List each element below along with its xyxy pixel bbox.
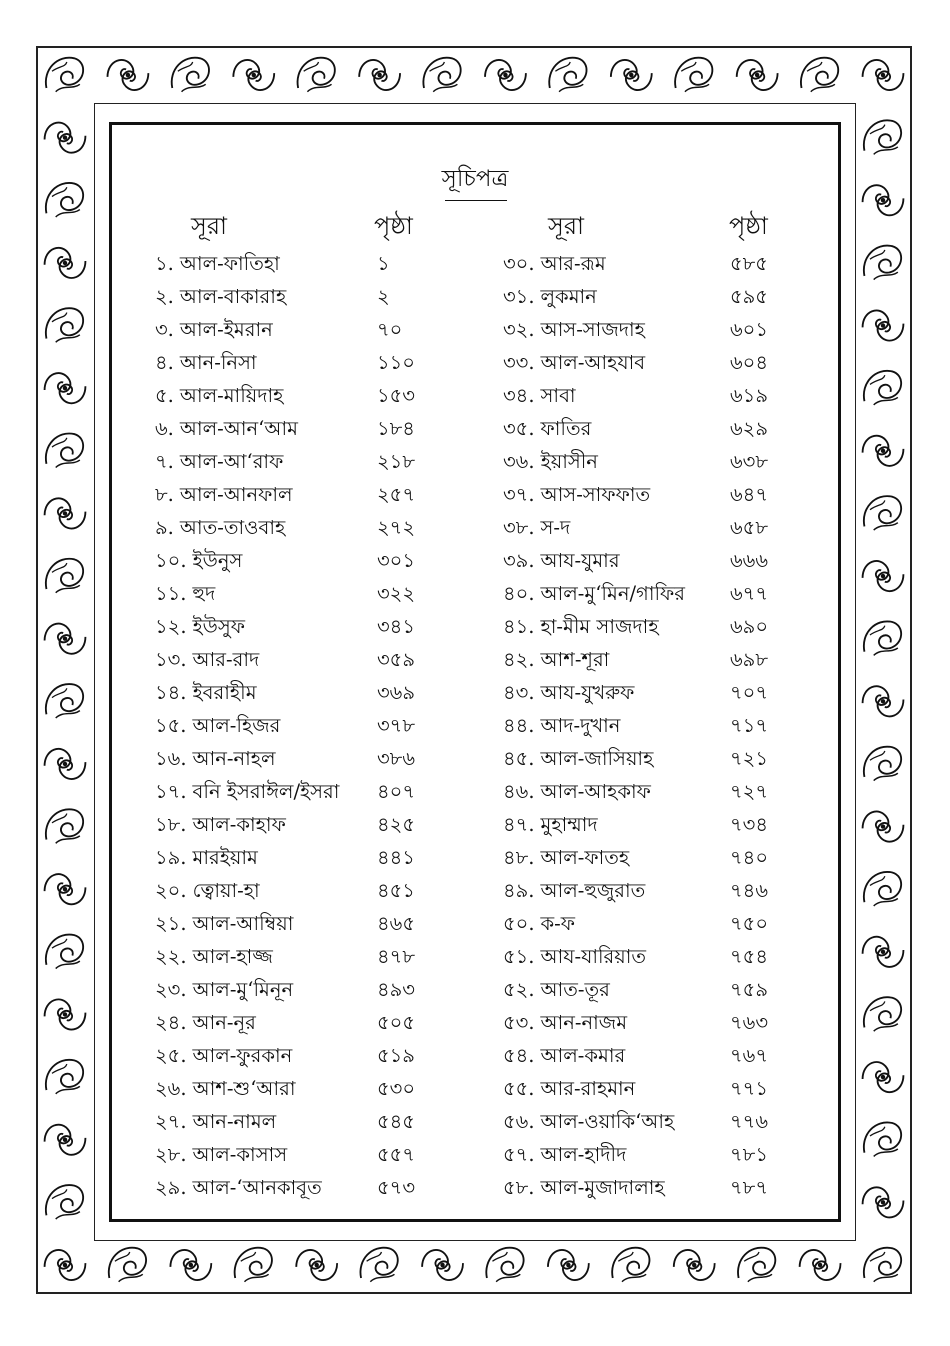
- left-surah-header: সূরা: [191, 212, 228, 240]
- surah-name: আস-সাফফাত: [540, 483, 651, 506]
- toc-entry: [155, 482, 293, 508]
- surah-number: ১৫.: [155, 714, 187, 737]
- surah-name: আল-আহকাফ: [540, 780, 651, 803]
- toc-entry: [155, 548, 242, 574]
- toc-entry: [155, 713, 280, 739]
- toc-entry: [155, 317, 273, 343]
- surah-name: মুহাম্মাদ: [540, 813, 598, 836]
- toc-entry: [155, 251, 280, 277]
- page-number: ৭২১: [730, 747, 769, 770]
- page-title: সূচিপত্র: [441, 166, 509, 192]
- toc-entry: [503, 845, 629, 871]
- surah-number: ৩৪.: [503, 384, 535, 407]
- toc-entry: [155, 515, 285, 541]
- page-number: ২৭২: [377, 516, 416, 539]
- toc-entry: [503, 812, 598, 838]
- page-number: ৭৮১: [730, 1143, 768, 1166]
- page-number: ৬০৪: [730, 351, 769, 374]
- surah-number: ৫৩.: [503, 1011, 535, 1034]
- toc-entry: [503, 1142, 626, 1168]
- page-number: ৩০১: [377, 549, 416, 572]
- title-underline: [445, 200, 507, 201]
- page-number: ৫০৫: [377, 1011, 415, 1034]
- page-number: ৫৯৫: [730, 285, 768, 308]
- toc-entry: [155, 284, 286, 310]
- toc-entry: [503, 515, 570, 541]
- surah-name: আল-বাকারাহ: [179, 285, 287, 308]
- page-number: ৪২৫: [377, 813, 415, 836]
- surah-name: ইবরাহীম: [192, 681, 257, 704]
- toc-entry: [155, 746, 276, 772]
- surah-name: আল-হুজুরাত: [540, 879, 646, 902]
- toc-entry: [503, 317, 645, 343]
- surah-number: ১১.: [155, 582, 187, 605]
- page-number: ৬৯৮: [730, 648, 768, 671]
- toc-entry: [155, 449, 283, 475]
- surah-name: আয-যারিয়াত: [540, 945, 647, 968]
- page-number: ৪৭৮: [377, 945, 415, 968]
- surah-name: আল-মায়িদাহ: [179, 384, 284, 407]
- toc-entry: [155, 350, 257, 376]
- surah-number: ৪২.: [503, 648, 535, 671]
- toc-entry: [155, 878, 260, 904]
- page-number: ৪৬৫: [377, 912, 415, 935]
- page-number: ৩৭৮: [377, 714, 416, 737]
- surah-number: ৫৮.: [503, 1176, 535, 1199]
- surah-number: ৪০.: [503, 582, 535, 605]
- page-number: ৭৪৬: [730, 879, 769, 902]
- surah-number: ৭.: [155, 450, 174, 473]
- page-number: ৭০৭: [730, 681, 769, 704]
- toc-entry: [503, 614, 659, 640]
- page-number: ১৫৩: [377, 384, 415, 407]
- toc-entry: [503, 1010, 627, 1036]
- toc-entry: [155, 647, 259, 673]
- surah-number: ৪৭.: [503, 813, 535, 836]
- page-number: ৫১৯: [377, 1044, 415, 1067]
- surah-name: আয-যুমার: [540, 549, 620, 572]
- toc-entry: [503, 416, 591, 442]
- surah-number: ৩৭.: [503, 483, 535, 506]
- surah-name: আল-আ‘রাফ: [179, 450, 284, 473]
- surah-number: ১.: [155, 252, 174, 275]
- surah-name: আল-আহযাব: [540, 351, 646, 374]
- page-number: ৬৩৮: [730, 450, 769, 473]
- page-number: ৬৫৮: [730, 516, 768, 539]
- page-number: ৪৯৩: [377, 978, 415, 1001]
- surah-number: ২৮.: [155, 1143, 187, 1166]
- toc-entry: [503, 1076, 635, 1102]
- surah-number: ১৮.: [155, 813, 187, 836]
- surah-number: ৪৪.: [503, 714, 535, 737]
- page-number: ৭৬৭: [730, 1044, 769, 1067]
- surah-number: ৬.: [155, 417, 174, 440]
- toc-entry: [503, 647, 609, 673]
- surah-name: আল-ওয়াকি‘আহ: [540, 1110, 675, 1133]
- toc-entry: [503, 581, 685, 607]
- toc-entry: [503, 878, 645, 904]
- surah-name: আন-নূর: [192, 1011, 256, 1034]
- page-number: ৭২৭: [730, 780, 769, 803]
- surah-name: আল-কাসাস: [192, 1143, 288, 1166]
- toc-entry: [155, 911, 293, 937]
- surah-name: আন-নাজম: [540, 1011, 628, 1034]
- surah-name: লুকমান: [540, 285, 597, 308]
- surah-name: আল-ইমরান: [179, 318, 273, 341]
- right-page-header: পৃষ্ঠা: [729, 212, 768, 240]
- toc-entry: [155, 416, 298, 442]
- page-number: ৩৬৯: [377, 681, 416, 704]
- surah-name: আল-মুজাদালাহ: [540, 1176, 665, 1199]
- toc-entry: [155, 845, 258, 871]
- toc-entry: [155, 1142, 287, 1168]
- toc-entry: [155, 1175, 322, 1201]
- surah-name: ফাতির: [540, 417, 592, 440]
- surah-number: ২৬.: [155, 1077, 187, 1100]
- surah-name: আন-নামল: [192, 1110, 277, 1133]
- toc-entry: [155, 581, 215, 607]
- surah-number: ৫০.: [503, 912, 535, 935]
- page-number: ৩২২: [377, 582, 416, 605]
- surah-number: ৫.: [155, 384, 174, 407]
- surah-number: ৩৫.: [503, 417, 535, 440]
- surah-name: আর-রাহমান: [540, 1077, 636, 1100]
- surah-number: ৫৬.: [503, 1110, 535, 1133]
- surah-number: ৩৮.: [503, 516, 535, 539]
- surah-number: ৪.: [155, 351, 174, 374]
- page-number: ১: [377, 252, 390, 275]
- page-number: ৭৩৪: [730, 813, 769, 836]
- surah-number: ৪৮.: [503, 846, 535, 869]
- page-number: ৭৫৯: [730, 978, 768, 1001]
- surah-name: আল-ফুরকান: [192, 1044, 293, 1067]
- surah-name: আল-হিজর: [192, 714, 281, 737]
- surah-name: ইয়াসীন: [540, 450, 598, 473]
- page-number: ৬৭৭: [730, 582, 769, 605]
- surah-number: ৫৪.: [503, 1044, 535, 1067]
- toc-entry: [155, 614, 245, 640]
- page-number: ৬১৯: [730, 384, 768, 407]
- toc-entry: [503, 746, 653, 772]
- surah-name: হুদ: [192, 582, 216, 605]
- surah-name: আল-‘আনকাবূত: [192, 1176, 322, 1199]
- toc-entry: [155, 383, 283, 409]
- page-number: ৩৮৬: [377, 747, 416, 770]
- toc-entry: [155, 1076, 296, 1102]
- surah-number: ৩২.: [503, 318, 535, 341]
- surah-number: ২৭.: [155, 1110, 187, 1133]
- surah-number: ২১.: [155, 912, 187, 935]
- right-surah-header: সূরা: [548, 212, 585, 240]
- surah-name: আল-ফাতহ: [540, 846, 630, 869]
- page-number: ২১৮: [377, 450, 415, 473]
- page-number: ৬৯০: [730, 615, 769, 638]
- surah-name: হা-মীম সাজদাহ: [540, 615, 659, 638]
- page-number: ৭০: [377, 318, 403, 341]
- surah-name: ক-ফ: [540, 912, 576, 935]
- surah-name: আশ-শূরা: [540, 648, 610, 671]
- surah-number: ৩৩.: [503, 351, 535, 374]
- page-number: ১১০: [377, 351, 415, 374]
- surah-number: ৩০.: [503, 252, 535, 275]
- surah-number: ৪৬.: [503, 780, 535, 803]
- surah-number: ৪৩.: [503, 681, 535, 704]
- surah-number: ৪৯.: [503, 879, 535, 902]
- surah-name: আস-সাজদাহ: [540, 318, 645, 341]
- page-number: ৬০১: [730, 318, 769, 341]
- surah-number: ২৪.: [155, 1011, 187, 1034]
- surah-number: ৫৫.: [503, 1077, 535, 1100]
- toc-entry: [503, 713, 620, 739]
- toc-entry: [503, 251, 606, 277]
- surah-name: মারইয়াম: [192, 846, 258, 869]
- page-number: ১৮৪: [377, 417, 415, 440]
- surah-name: আর-রূম: [540, 252, 606, 275]
- toc-entry: [503, 284, 597, 310]
- toc-entry: [503, 680, 634, 706]
- page-number: ৭৪০: [730, 846, 769, 869]
- toc-entry: [155, 1109, 276, 1135]
- surah-number: ৩৬.: [503, 450, 535, 473]
- surah-name: স-দ: [540, 516, 571, 539]
- page-number: ৩৫৯: [377, 648, 415, 671]
- surah-number: ৩.: [155, 318, 174, 341]
- page-number: ৪৫১: [377, 879, 415, 902]
- toc-entry: [155, 944, 273, 970]
- surah-number: ৪১.: [503, 615, 535, 638]
- surah-number: ৪৫.: [503, 747, 535, 770]
- surah-name: আল-ফাতিহা: [179, 252, 280, 275]
- surah-number: ২৩.: [155, 978, 187, 1001]
- page-number: ৭৭৬: [730, 1110, 769, 1133]
- page-number: ৩৪১: [377, 615, 415, 638]
- surah-name: আল-আনফাল: [179, 483, 293, 506]
- page-number: ৭৭১: [730, 1077, 769, 1100]
- toc-entry: [503, 944, 646, 970]
- surah-number: ৩১.: [503, 285, 535, 308]
- toc-entry: [155, 1043, 292, 1069]
- surah-name: আল-মু‘মিন/গাফির: [540, 582, 686, 605]
- page-number: ৫৪৫: [377, 1110, 415, 1133]
- left-page-header: পৃষ্ঠা: [374, 212, 413, 240]
- surah-name: আত-তাওবাহ: [179, 516, 286, 539]
- surah-name: আল-কাহাফ: [192, 813, 286, 836]
- surah-number: ৩৯.: [503, 549, 535, 572]
- surah-number: ২৫.: [155, 1044, 187, 1067]
- page-number: ৪০৭: [377, 780, 416, 803]
- surah-name: আয-যুখরুফ: [540, 681, 635, 704]
- page-number: ৬৪৭: [730, 483, 769, 506]
- toc-entry: [503, 548, 620, 574]
- toc-entry: [503, 1109, 674, 1135]
- surah-number: ২০.: [155, 879, 187, 902]
- page-number: ৬৬৬: [730, 549, 769, 572]
- page-number: ৬২৯: [730, 417, 769, 440]
- surah-name: আত-তূর: [540, 978, 610, 1001]
- toc-entry: [155, 812, 286, 838]
- toc-entry: [503, 1043, 625, 1069]
- toc-entry: [503, 1175, 665, 1201]
- surah-number: ১৯.: [155, 846, 187, 869]
- surah-name: আন-নিসা: [179, 351, 257, 374]
- surah-name: আল-মু‘মিনূন: [192, 978, 294, 1001]
- page-number: ৪৪১: [377, 846, 415, 869]
- surah-name: আন-নাহল: [192, 747, 276, 770]
- page-number: ৫৩০: [377, 1077, 416, 1100]
- toc-entry: [155, 1010, 256, 1036]
- surah-number: ১৩.: [155, 648, 187, 671]
- toc-entry: [503, 449, 598, 475]
- surah-name: আল-হাজ্জ: [192, 945, 273, 968]
- surah-name: ত্বোয়া-হা: [192, 879, 260, 902]
- toc-entry: [503, 911, 575, 937]
- toc-entry: [155, 977, 293, 1003]
- page-number: ২: [377, 285, 390, 308]
- toc-entry: [155, 680, 257, 706]
- surah-number: ২৯.: [155, 1176, 187, 1199]
- surah-number: ১২.: [155, 615, 187, 638]
- surah-number: ১৬.: [155, 747, 187, 770]
- page-number: ৭৫০: [730, 912, 769, 935]
- surah-number: ৮.: [155, 483, 174, 506]
- surah-number: ৫২.: [503, 978, 535, 1001]
- surah-name: আদ-দুখান: [540, 714, 621, 737]
- surah-name: ইউনুস: [192, 549, 243, 572]
- surah-number: ১৪.: [155, 681, 187, 704]
- page-number: ৫৮৫: [730, 252, 768, 275]
- toc-entry: [155, 779, 339, 805]
- surah-name: ইউসুফ: [192, 615, 245, 638]
- page-number: ৫৭৩: [377, 1176, 416, 1199]
- page-number: ৭১৭: [730, 714, 769, 737]
- toc-entry: [503, 350, 645, 376]
- surah-name: আল-জাসিয়াহ: [540, 747, 654, 770]
- surah-number: ৫৭.: [503, 1143, 535, 1166]
- page-number: ২৫৭: [377, 483, 416, 506]
- surah-name: আল-আন‘আম: [179, 417, 298, 440]
- toc-entry: [503, 779, 651, 805]
- surah-number: ৫১.: [503, 945, 535, 968]
- toc-entry: [503, 482, 650, 508]
- surah-number: ১৭.: [155, 780, 187, 803]
- surah-name: আল-হাদীদ: [540, 1143, 627, 1166]
- toc-entry: [503, 977, 610, 1003]
- surah-name: বনি ইসরাঈল/ইসরা: [192, 780, 340, 803]
- toc-entry: [503, 383, 576, 409]
- page-number: ৭৬৩: [730, 1011, 769, 1034]
- page-number: ৫৫৭: [377, 1143, 415, 1166]
- surah-number: ২.: [155, 285, 174, 308]
- surah-name: আল-আম্বিয়া: [192, 912, 294, 935]
- surah-name: আশ-শু‘আরা: [192, 1077, 296, 1100]
- page-number: ৭৫৪: [730, 945, 768, 968]
- surah-number: ১০.: [155, 549, 187, 572]
- surah-name: সাবা: [540, 384, 576, 407]
- page-number: ৭৮৭: [730, 1176, 769, 1199]
- surah-name: আর-রাদ: [192, 648, 260, 671]
- surah-number: ৯.: [155, 516, 174, 539]
- surah-number: ২২.: [155, 945, 187, 968]
- surah-name: আল-কমার: [540, 1044, 626, 1067]
